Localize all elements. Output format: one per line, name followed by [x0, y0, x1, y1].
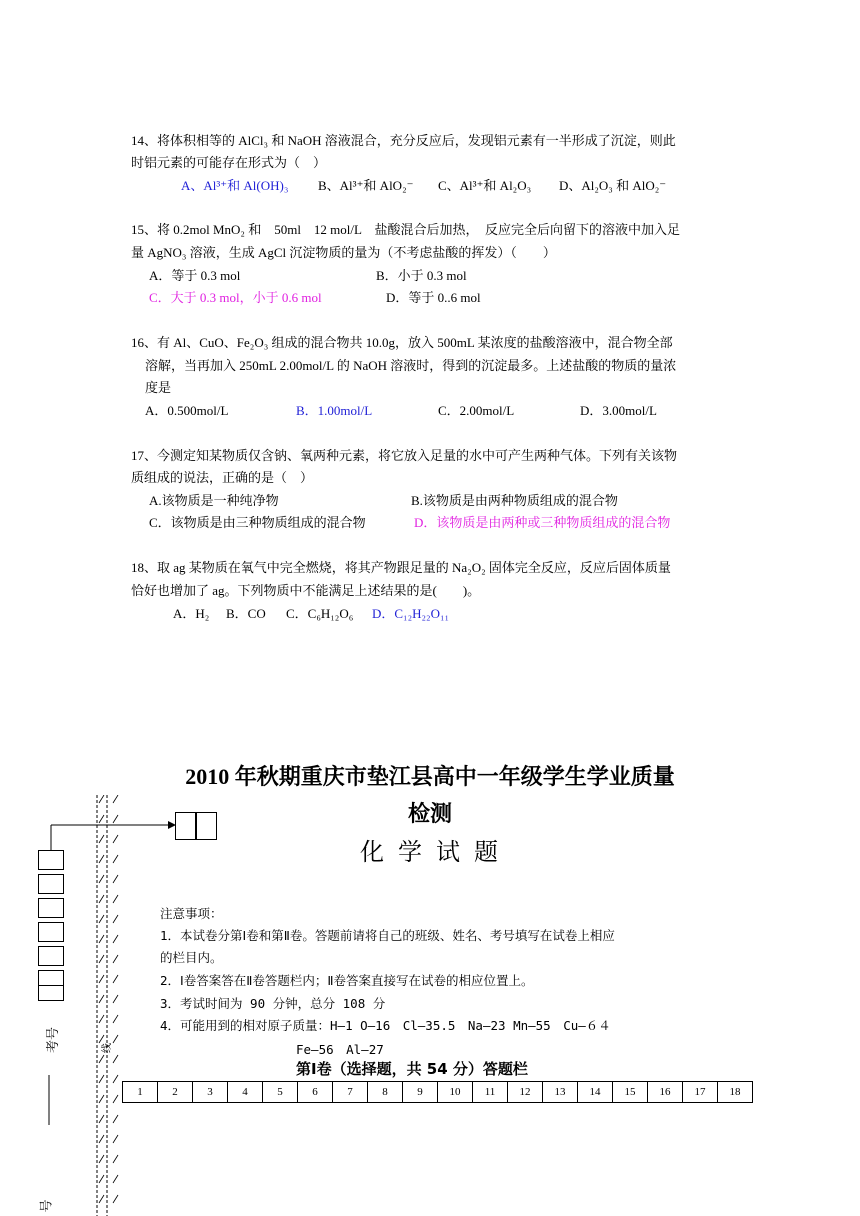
q15-option-c: C．大于 0.3 mol，小于 0.6 mol: [149, 290, 322, 305]
answer-number-cell: 3: [193, 1082, 228, 1103]
q14-line2: 时铝元素的可能存在形式为（ ）: [131, 155, 327, 170]
kaohao-digit-box[interactable]: [38, 922, 64, 942]
notes-item-5: Fe—56 Al—27: [296, 1042, 384, 1057]
kaohao-digit-box[interactable]: [38, 850, 64, 870]
q17-option-d: D．该物质是由两种或三种物质组成的混合物: [414, 515, 671, 530]
answer-number-row: [123, 1082, 753, 1103]
kaohao-digit-box[interactable]: [38, 874, 64, 894]
q15-option-d: D．等于 0..6 mol: [386, 290, 481, 305]
answer-number-cell: 2: [158, 1082, 193, 1103]
notes-item-3: 3．考试时间为 90 分钟，总分 108 分: [160, 996, 386, 1011]
q16-option-d: D．3.00mol/L: [580, 403, 657, 418]
hao-label: 号: [38, 1199, 54, 1213]
q17-line2: 质组成的说法，正确的是（ ）: [131, 470, 314, 485]
hatch-marks: [99, 795, 118, 1203]
exam-title-line2: 检测: [407, 801, 452, 826]
exam-subtitle: 化学试题: [360, 840, 512, 866]
answer-number-cell: 16: [648, 1082, 683, 1103]
q14-option-a: A、Al³⁺和 Al(OH)₃: [181, 178, 289, 193]
q16-line3: 度是: [145, 380, 172, 395]
q14-option-b: B、Al³⁺和 AlO₂⁻: [318, 178, 414, 193]
answer-table: [122, 1081, 753, 1103]
answer-number-cell: 15: [613, 1082, 648, 1103]
answer-number-cell: 17: [683, 1082, 718, 1103]
notes-item-4: 4．可能用到的相对原子质量：H—1 O—16 Cl—35.5 Na—23 Mn—55 Cu—６４: [160, 1018, 611, 1033]
notes-item-2: 2．Ⅰ卷答案答在Ⅱ卷答题栏内；Ⅱ卷答案直接写在试卷的相应位置上。: [160, 973, 534, 988]
kaohao-digit-box[interactable]: [38, 946, 64, 966]
xian-label: 线: [102, 1043, 113, 1053]
q15-option-b: B．小于 0.3 mol: [376, 268, 467, 283]
answer-number-cell: 8: [368, 1082, 403, 1103]
answer-number-cell: 18: [718, 1082, 753, 1103]
q15-line2: 量 AgNO₃ 溶液，生成 AgCl 沉淀物质的量为（不考虑盐酸的挥发）（ ）: [131, 245, 556, 260]
arrow-head-icon: [168, 821, 176, 829]
answer-number-cell: 4: [228, 1082, 263, 1103]
q14-option-d: D、Al₂O₃ 和 AlO₂⁻: [559, 178, 667, 193]
q15-line1: 15、将 0.2mol MnO₂ 和 50ml 12 mol/L 盐酸混合后加热， 反应完全后向留下的溶液中加入足: [131, 222, 680, 237]
q18-option-a: A．H₂: [173, 606, 210, 621]
q16-option-b: B．1.00mol/L: [296, 403, 373, 418]
q14-line1: 14、将体积相等的 AlCl₃ 和 NaOH 溶液混合，充分反应后，发现铝元素有一半形成了沉淀，则此: [131, 133, 676, 148]
q14-option-c: C、Al³⁺和 Al₂O₃: [438, 178, 532, 193]
q18-option-b: B．CO: [226, 606, 266, 621]
notes-item-1a: 1．本试卷分第Ⅰ卷和第Ⅱ卷。答题前请将自己的班级、姓名、考号填写在试卷上相应: [160, 928, 615, 943]
answer-number-cell: 12: [508, 1082, 543, 1103]
placeholder-box: [196, 812, 217, 840]
q18-option-c: C．C₆H₁₂O₆: [286, 606, 354, 621]
q16-option-c: C．2.00mol/L: [438, 403, 515, 418]
answer-number-cell: 5: [263, 1082, 298, 1103]
q16-line1: 16、有 Al、CuO、Fe₂O₃ 组成的混合物共 10.0g，放入 500mL 某浓度的盐酸溶液中，混合物全部: [131, 335, 673, 350]
answer-number-cell: 7: [333, 1082, 368, 1103]
answer-number-cell: 11: [473, 1082, 508, 1103]
answer-number-cell: 1: [123, 1082, 158, 1103]
answer-number-cell: 10: [438, 1082, 473, 1103]
q18-option-d: D．C₁₂H₂₂O₁₁: [372, 606, 450, 621]
q17-option-b: B.该物质是由两种物质组成的混合物: [411, 493, 618, 508]
kaohao-digit-box[interactable]: [38, 898, 64, 918]
exam-title-line1: 2010 年秋期重庆市垫江县高中一年级学生学业质量: [185, 764, 675, 789]
answer-number-cell: 14: [578, 1082, 613, 1103]
notes-heading: 注意事项：: [160, 906, 223, 921]
q17-option-a: A.该物质是一种纯净物: [149, 493, 279, 508]
answer-number-cell: 13: [543, 1082, 578, 1103]
q16-line2: 溶解，当再加入 250mL 2.00mol/L 的 NaOH 溶液时，得到的沉淀最多。上述盐酸的物质的量浓: [145, 358, 677, 373]
kaohao-digit-box[interactable]: [38, 985, 64, 1001]
answer-number-cell: 6: [298, 1082, 333, 1103]
kaohao-label: 考号: [45, 1026, 61, 1054]
answer-number-cell: 9: [403, 1082, 438, 1103]
section-heading: 第Ⅰ卷（选择题，共 54 分）答题栏: [296, 1060, 528, 1078]
binding-margin: [0, 795, 180, 1216]
q15-option-a: A．等于 0.3 mol: [149, 268, 241, 283]
q16-option-a: A．0.500mol/L: [145, 403, 229, 418]
notes-item-1b: 的栏目内。: [160, 950, 223, 965]
q18-line2: 恰好也增加了 ag。下列物质中不能满足上述结果的是( )。: [131, 583, 481, 598]
q17-option-c: C．该物质是由三种物质组成的混合物: [149, 515, 366, 530]
q17-line1: 17、今测定知某物质仅含钠、氧两种元素，将它放入足量的水中可产生两种气体。下列有关该物: [131, 448, 678, 463]
q18-line1: 18、取 ag 某物质在氧气中完全燃烧，将其产物跟足量的 Na₂O₂ 固体完全反应，反应后固体质量: [131, 560, 671, 575]
